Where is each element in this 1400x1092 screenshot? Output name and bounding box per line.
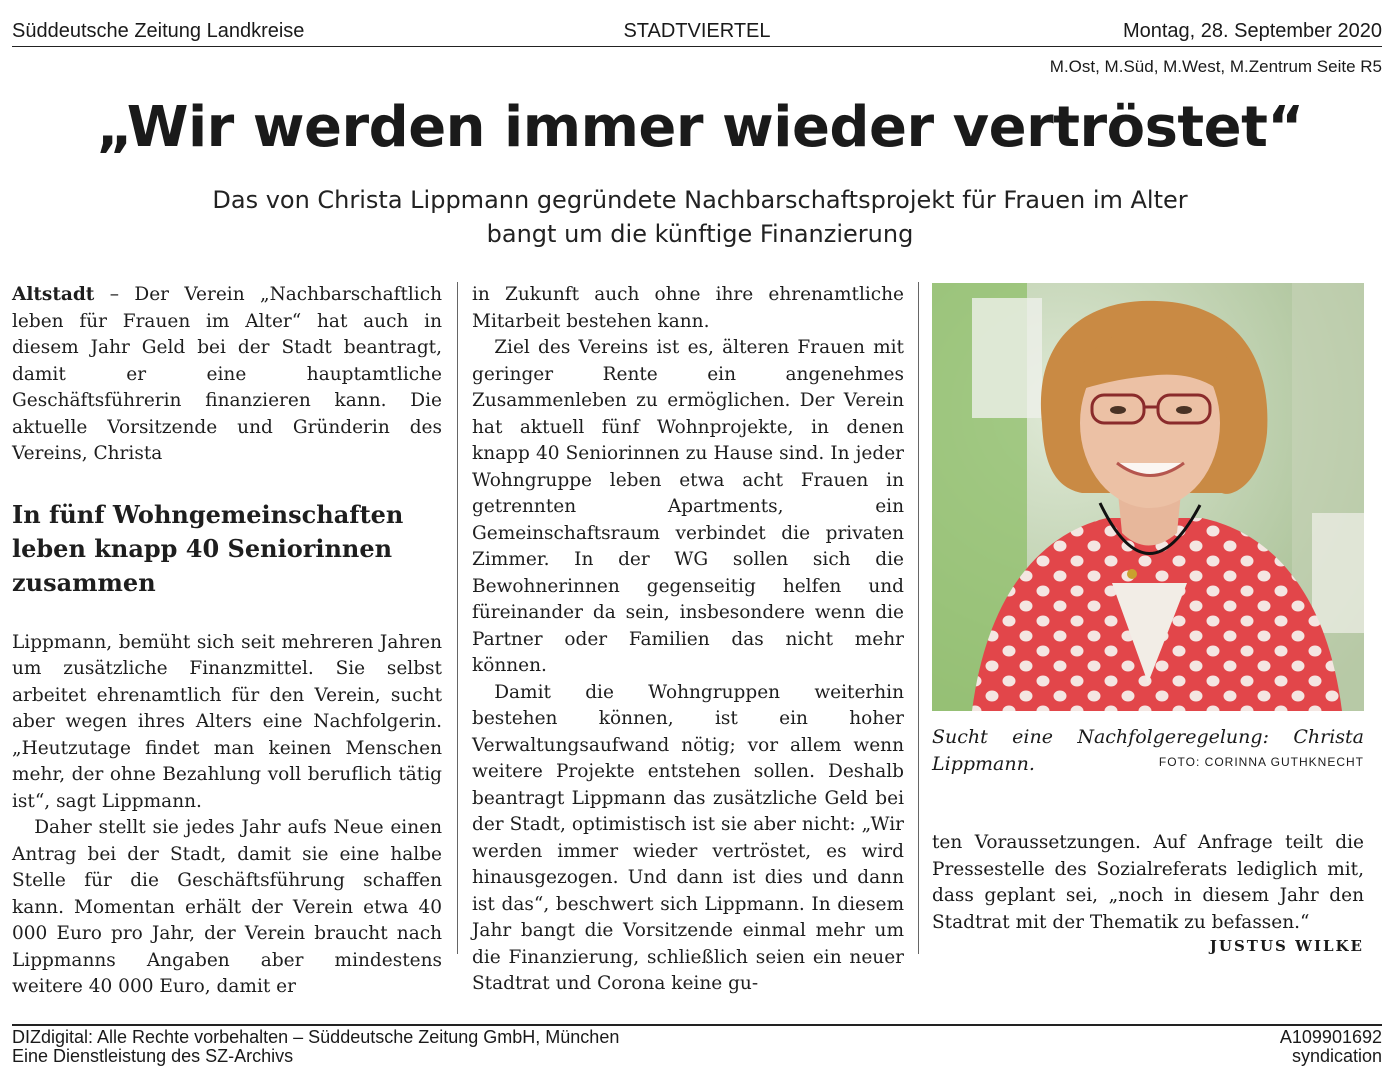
article-subtitle: In fünf Wohngemeinschaften leben knapp 40 Seniorinnen zusammen <box>12 499 404 597</box>
article-column-1 <box>12 282 442 1001</box>
masthead <box>12 18 1382 47</box>
footer-reference <box>1280 1028 1382 1066</box>
author-byline: JUSTUS WILKE <box>1209 937 1364 955</box>
caption-text: Sucht eine Nachfolgeregelung: Christa <box>932 726 1364 748</box>
footer-divider <box>12 1024 1382 1026</box>
syndication-label: syndication <box>1291 1046 1382 1066</box>
dateline: Altstadt <box>12 284 95 305</box>
subheadline-line-1: Das von Christa Lippmann gegründete Nachbarschaftsprojekt für Frauen im Alter <box>212 186 1188 214</box>
portrait-illustration <box>932 283 1364 711</box>
copyright-line: DIZdigital: Alle Rechte vorbehalten – Süddeutsche Zeitung GmbH, München <box>12 1027 620 1047</box>
section-name: STADTVIERTEL <box>623 20 771 42</box>
column-divider <box>457 282 458 954</box>
article-column-2 <box>472 282 904 998</box>
paragraph: Lippmann, bemüht sich seit mehreren Jahren um zusätzliche Finanzmittel. Sie selbst arbeitet ehrenamtlich für den Verein, sucht aber wegen ihres Alters eine Nachfolgerin. „Heutzutage findet man keinen Menschen mehr, der ohne Bezahlung voll beruflich tätig ist“, sagt Lippmann. <box>12 631 442 812</box>
paragraph: ten Voraussetzungen. Auf Anfrage teilt die Pressestelle des Sozialreferats lediglich mit, dass geplant sei, „noch in diesem Jahr den Stadtrat mit der Thematik zu befassen.“ <box>932 832 1364 933</box>
photo-credit: FOTO: CORINNA GUTHKNECHT <box>1158 755 1364 769</box>
caption-text: Lippmann. <box>932 753 1035 775</box>
edition-info: M.Ost, M.Süd, M.West, M.Zentrum Seite R5 <box>1049 57 1382 76</box>
subheadline <box>0 183 1400 251</box>
newspaper-name: Süddeutsche Zeitung Landkreise <box>12 20 305 42</box>
paragraph: Daher stellt sie jedes Jahr aufs Neue einen Antrag bei der Stadt, damit sie eine halbe Stelle für die Geschäftsführung schaffen kann. Momentan erhält der Verein etwa 40 000 Euro pro Jahr, der Verein braucht nach Lippmanns Angaben aber mindestens weitere 40 000 Euro, damit er <box>12 817 442 997</box>
paragraph: Ziel des Vereins ist es, älteren Frauen mit geringer Rente ein angenehmes Zusammenleben zu ermöglichen. Der Verein hat aktuell fünf Wohnprojekte, in denen knapp 40 Seniorinnen zu Hause sind. In jeder Wohngruppe leben etwa acht Frauen in getrennten Apartments, ein Gemeinschaftsraum verbindet die privaten Zimmer. In der WG sollen sich die Bewohnerinnen gegenseitig helfen und füreinander da sein, insbesondere wenn die Partner oder Familien das nicht mehr können. <box>472 337 904 676</box>
column-divider <box>918 282 919 954</box>
subheadline-line-2: bangt um die künftige Finanzierung <box>486 220 914 248</box>
paragraph-text: – Der Verein „Nachbarschaftlich leben für Frauen im Alter“ hat auch in diesem Jahr Geld bei der Stadt beantragt, damit er eine hauptamtliche Geschäftsführerin finanzieren kann. Die aktuelle Vorsitzende und Gründerin des Vereins, Christa <box>12 284 442 464</box>
paragraph <box>12 282 442 468</box>
article-column-3 <box>932 830 1364 936</box>
paragraph: in Zukunft auch ohne ihre ehrenamtliche Mitarbeit bestehen kann. <box>472 284 904 332</box>
issue-date: Montag, 28. September 2020 <box>1122 20 1382 42</box>
portrait-photo <box>932 283 1364 711</box>
headline: „Wir werden immer wieder vertröstet“ <box>96 95 1304 160</box>
footer-copyright <box>12 1028 619 1066</box>
document-id: A109901692 <box>1279 1027 1382 1047</box>
archive-line: Eine Dienstleistung des SZ-Archivs <box>12 1046 294 1066</box>
paragraph: Damit die Wohngruppen weiterhin bestehen können, ist ein hoher Verwaltungsaufwand nötig; vor allem wenn weitere Projekte entstehen sollen. Deshalb beantragt Lippmann das zusätzliche Geld bei der Stadt, optimistisch ist sie aber nicht: „Wir werden immer wieder vertröstet, es wird hinausgezogen. Und dann ist dies und dann ist das“, beschwert sich Lippmann. In diesem Jahr bangt die Vorsitzende einmal mehr um die Finanzierung, schließlich seien ein neuer Stadtrat und Corona keine gu- <box>472 681 904 994</box>
photo-caption <box>932 724 1364 778</box>
